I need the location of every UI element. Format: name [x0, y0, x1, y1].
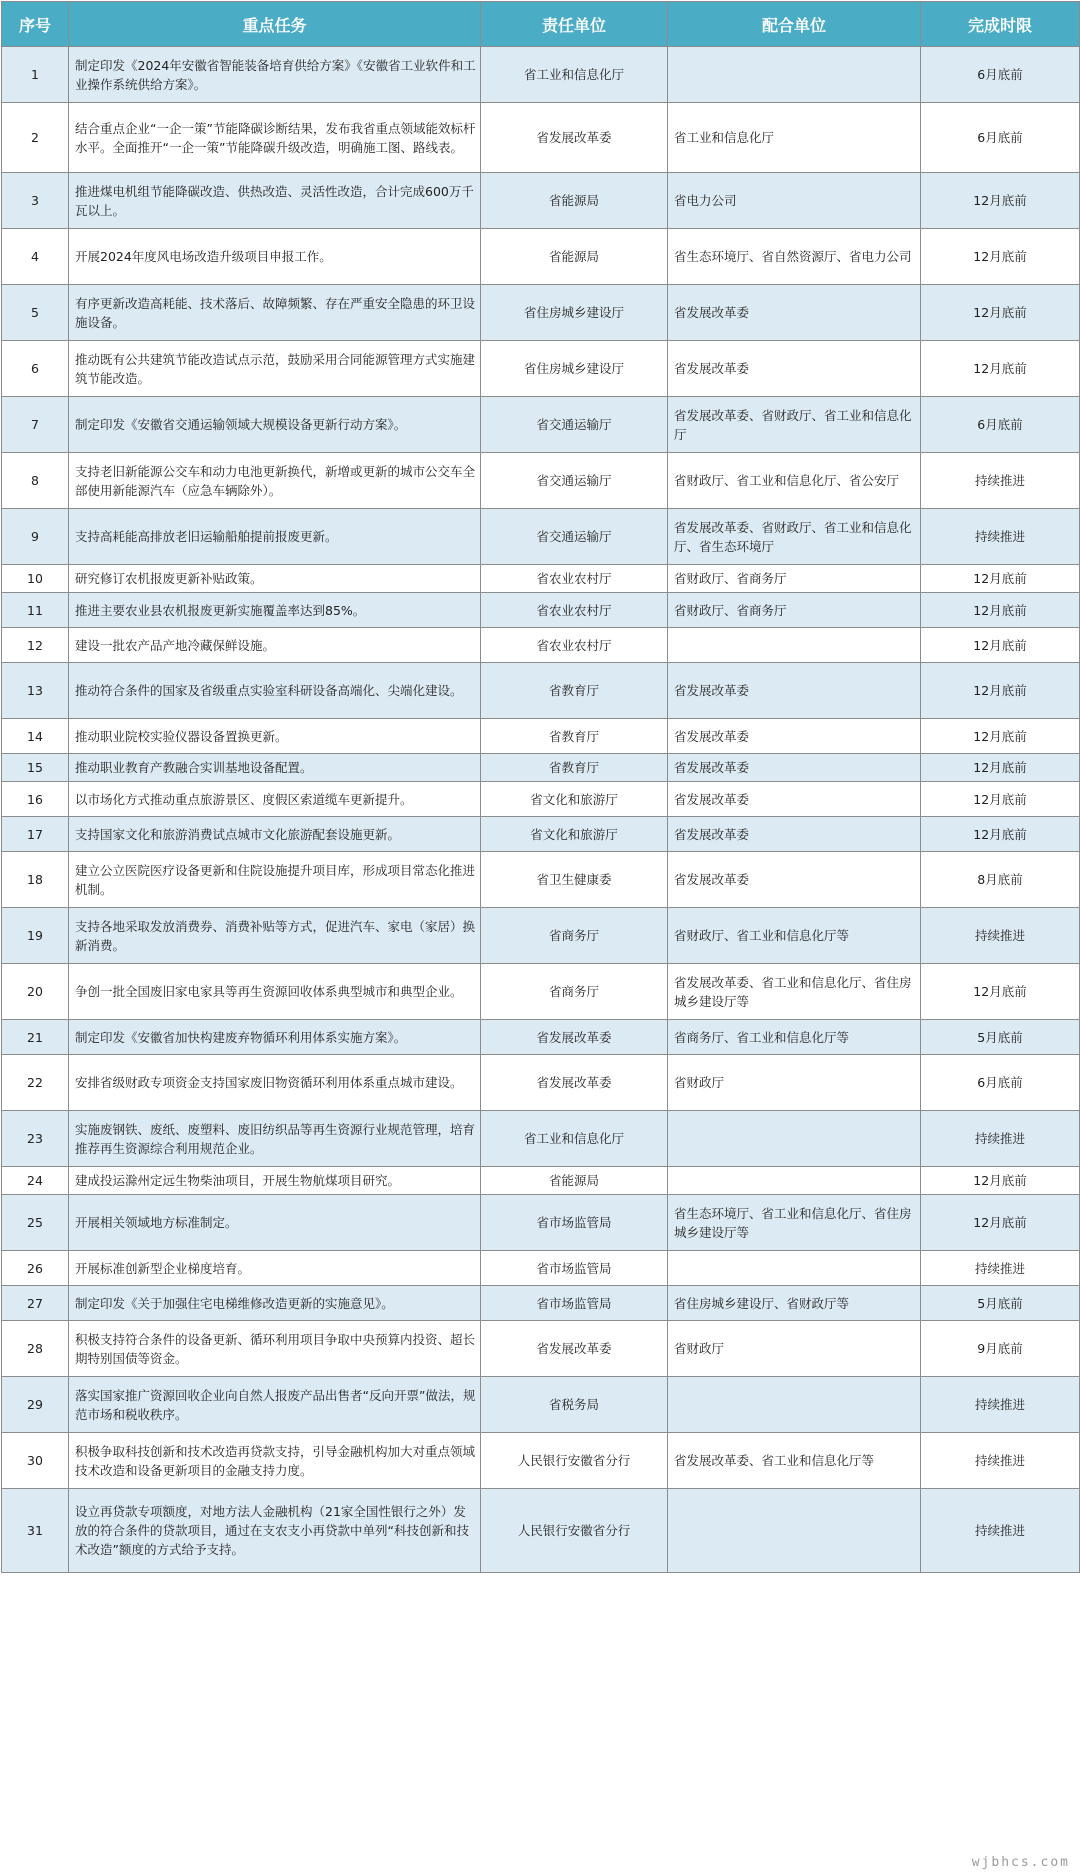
table-row — [2, 1433, 1080, 1489]
cooperating-unit-cell — [668, 1111, 921, 1167]
task-cell: 支持各地采取发放消费券、消费补贴等方式，促进汽车、家电（家居）换新消费。 — [69, 908, 481, 964]
task-cell: 支持高耗能高排放老旧运输船舶提前报废更新。 — [69, 509, 481, 565]
table-row — [2, 1111, 1080, 1167]
row-number: 30 — [2, 1433, 69, 1489]
header-row — [2, 2, 1080, 47]
row-number: 12 — [2, 628, 69, 663]
table-row — [2, 173, 1080, 229]
task-cell: 推动既有公共建筑节能改造试点示范，鼓励采用合同能源管理方式实施建筑节能改造。 — [69, 341, 481, 397]
cooperating-unit-cell: 省财政厅、省商务厅 — [668, 593, 921, 628]
responsible-unit-cell: 省农业农村厅 — [481, 593, 668, 628]
responsible-unit-cell: 省住房城乡建设厅 — [481, 285, 668, 341]
task-cell: 安排省级财政专项资金支持国家废旧物资循环利用体系重点城市建设。 — [69, 1055, 481, 1111]
task-table — [1, 1, 1080, 1573]
cooperating-unit-cell: 省电力公司 — [668, 173, 921, 229]
deadline-cell: 持续推进 — [921, 509, 1080, 565]
row-number: 25 — [2, 1195, 69, 1251]
cooperating-unit-cell: 省住房城乡建设厅、省财政厅等 — [668, 1286, 921, 1321]
responsible-unit-cell: 省教育厅 — [481, 663, 668, 719]
responsible-unit-cell: 省农业农村厅 — [481, 565, 668, 593]
table-row — [2, 1377, 1080, 1433]
table-row — [2, 341, 1080, 397]
deadline-cell: 6月底前 — [921, 103, 1080, 173]
deadline-cell: 12月底前 — [921, 754, 1080, 782]
deadline-cell: 12月底前 — [921, 565, 1080, 593]
responsible-unit-cell: 省市场监管局 — [481, 1251, 668, 1286]
header-cooperating: 配合单位 — [668, 2, 921, 47]
deadline-cell: 12月底前 — [921, 782, 1080, 817]
task-cell: 推动职业教育产教融合实训基地设备配置。 — [69, 754, 481, 782]
responsible-unit-cell: 人民银行安徽省分行 — [481, 1489, 668, 1573]
table-row — [2, 509, 1080, 565]
responsible-unit-cell: 省发展改革委 — [481, 103, 668, 173]
responsible-unit-cell: 省市场监管局 — [481, 1195, 668, 1251]
task-cell: 研究修订农机报废更新补贴政策。 — [69, 565, 481, 593]
row-number: 9 — [2, 509, 69, 565]
table-row — [2, 1321, 1080, 1377]
table-row — [2, 663, 1080, 719]
task-cell: 实施废钢铁、废纸、废塑料、废旧纺织品等再生资源行业规范管理，培育推荐再生资源综合利用规范企业。 — [69, 1111, 481, 1167]
table-row — [2, 1020, 1080, 1055]
responsible-unit-cell: 省工业和信息化厅 — [481, 1111, 668, 1167]
responsible-unit-cell: 省税务局 — [481, 1377, 668, 1433]
cooperating-unit-cell — [668, 47, 921, 103]
table-row — [2, 817, 1080, 852]
cooperating-unit-cell: 省工业和信息化厅 — [668, 103, 921, 173]
table-row — [2, 908, 1080, 964]
row-number: 15 — [2, 754, 69, 782]
header-deadline: 完成时限 — [921, 2, 1080, 47]
responsible-unit-cell: 省市场监管局 — [481, 1286, 668, 1321]
task-cell: 争创一批全国废旧家电家具等再生资源回收体系典型城市和典型企业。 — [69, 964, 481, 1020]
row-number: 4 — [2, 229, 69, 285]
cooperating-unit-cell: 省财政厅、省工业和信息化厅等 — [668, 908, 921, 964]
deadline-cell: 12月底前 — [921, 1195, 1080, 1251]
cooperating-unit-cell: 省发展改革委、省财政厅、省工业和信息化厅、省生态环境厅 — [668, 509, 921, 565]
task-cell: 推动职业院校实验仪器设备置换更新。 — [69, 719, 481, 754]
table-row — [2, 1167, 1080, 1195]
cooperating-unit-cell — [668, 1251, 921, 1286]
cooperating-unit-cell: 省财政厅、省工业和信息化厅、省公安厅 — [668, 453, 921, 509]
row-number: 14 — [2, 719, 69, 754]
task-cell: 结合重点企业“一企一策”节能降碳诊断结果，发布我省重点领域能效标杆水平。全面推开“一企一策”节能降碳升级改造，明确施工图、路线表。 — [69, 103, 481, 173]
deadline-cell: 持续推进 — [921, 1433, 1080, 1489]
row-number: 6 — [2, 341, 69, 397]
deadline-cell: 持续推进 — [921, 1377, 1080, 1433]
row-number: 23 — [2, 1111, 69, 1167]
responsible-unit-cell: 省商务厅 — [481, 908, 668, 964]
cooperating-unit-cell — [668, 1377, 921, 1433]
table-row — [2, 397, 1080, 453]
cooperating-unit-cell: 省发展改革委 — [668, 754, 921, 782]
cooperating-unit-cell: 省发展改革委、省工业和信息化厅、省住房城乡建设厅等 — [668, 964, 921, 1020]
deadline-cell: 12月底前 — [921, 173, 1080, 229]
cooperating-unit-cell: 省发展改革委、省财政厅、省工业和信息化厅 — [668, 397, 921, 453]
responsible-unit-cell: 省交通运输厅 — [481, 453, 668, 509]
responsible-unit-cell: 省教育厅 — [481, 719, 668, 754]
responsible-unit-cell: 省发展改革委 — [481, 1055, 668, 1111]
row-number: 8 — [2, 453, 69, 509]
table-row — [2, 285, 1080, 341]
task-cell: 积极争取科技创新和技术改造再贷款支持，引导金融机构加大对重点领域技术改造和设备更新项目的金融支持力度。 — [69, 1433, 481, 1489]
task-cell: 建立公立医院医疗设备更新和住院设施提升项目库，形成项目常态化推进机制。 — [69, 852, 481, 908]
responsible-unit-cell: 省农业农村厅 — [481, 628, 668, 663]
cooperating-unit-cell — [668, 628, 921, 663]
responsible-unit-cell: 省能源局 — [481, 173, 668, 229]
row-number: 21 — [2, 1020, 69, 1055]
deadline-cell: 12月底前 — [921, 817, 1080, 852]
task-cell: 有序更新改造高耗能、技术落后、故障频繁、存在严重安全隐患的环卫设施设备。 — [69, 285, 481, 341]
cooperating-unit-cell: 省发展改革委 — [668, 782, 921, 817]
table-row — [2, 1251, 1080, 1286]
header-responsible: 责任单位 — [481, 2, 668, 47]
table-row — [2, 719, 1080, 754]
deadline-cell: 5月底前 — [921, 1286, 1080, 1321]
cooperating-unit-cell: 省发展改革委 — [668, 663, 921, 719]
responsible-unit-cell: 省商务厅 — [481, 964, 668, 1020]
table-row — [2, 628, 1080, 663]
header-task: 重点任务 — [69, 2, 481, 47]
row-number: 27 — [2, 1286, 69, 1321]
deadline-cell: 持续推进 — [921, 908, 1080, 964]
responsible-unit-cell: 省发展改革委 — [481, 1321, 668, 1377]
task-cell: 制定印发《安徽省加快构建废弃物循环利用体系实施方案》。 — [69, 1020, 481, 1055]
deadline-cell: 持续推进 — [921, 1489, 1080, 1573]
deadline-cell: 6月底前 — [921, 47, 1080, 103]
task-cell: 积极支持符合条件的设备更新、循环利用项目争取中央预算内投资、超长期特别国债等资金。 — [69, 1321, 481, 1377]
deadline-cell: 8月底前 — [921, 852, 1080, 908]
row-number: 20 — [2, 964, 69, 1020]
table-row — [2, 229, 1080, 285]
table-row — [2, 453, 1080, 509]
deadline-cell: 12月底前 — [921, 1167, 1080, 1195]
task-cell: 支持老旧新能源公交车和动力电池更新换代，新增或更新的城市公交车全部使用新能源汽车（应急车辆除外）。 — [69, 453, 481, 509]
deadline-cell: 6月底前 — [921, 1055, 1080, 1111]
task-cell: 设立再贷款专项额度，对地方法人金融机构（21家全国性银行之外）发放的符合条件的贷款项目，通过在支农支小再贷款中单列“科技创新和技术改造”额度的方式给予支持。 — [69, 1489, 481, 1573]
row-number: 19 — [2, 908, 69, 964]
cooperating-unit-cell: 省生态环境厅、省自然资源厅、省电力公司 — [668, 229, 921, 285]
responsible-unit-cell: 人民银行安徽省分行 — [481, 1433, 668, 1489]
cooperating-unit-cell: 省发展改革委 — [668, 817, 921, 852]
table-body — [2, 47, 1080, 1573]
deadline-cell: 12月底前 — [921, 341, 1080, 397]
row-number: 16 — [2, 782, 69, 817]
table-row — [2, 852, 1080, 908]
cooperating-unit-cell: 省生态环境厅、省工业和信息化厅、省住房城乡建设厅等 — [668, 1195, 921, 1251]
table-row — [2, 1286, 1080, 1321]
responsible-unit-cell: 省文化和旅游厅 — [481, 782, 668, 817]
task-cell: 制定印发《关于加强住宅电梯维修改造更新的实施意见》。 — [69, 1286, 481, 1321]
task-cell: 落实国家推广资源回收企业向自然人报废产品出售者“反向开票”做法，规范市场和税收秩序。 — [69, 1377, 481, 1433]
row-number: 1 — [2, 47, 69, 103]
task-cell: 推进主要农业县农机报废更新实施覆盖率达到85%。 — [69, 593, 481, 628]
table-row — [2, 593, 1080, 628]
task-cell: 开展相关领域地方标准制定。 — [69, 1195, 481, 1251]
row-number: 5 — [2, 285, 69, 341]
table-row — [2, 1195, 1080, 1251]
task-cell: 推动符合条件的国家及省级重点实验室科研设备高端化、尖端化建设。 — [69, 663, 481, 719]
table-row — [2, 782, 1080, 817]
responsible-unit-cell: 省交通运输厅 — [481, 509, 668, 565]
row-number: 7 — [2, 397, 69, 453]
table-row — [2, 103, 1080, 173]
watermark: wjbhcs.com — [971, 1855, 1070, 1870]
responsible-unit-cell: 省教育厅 — [481, 754, 668, 782]
deadline-cell: 12月底前 — [921, 229, 1080, 285]
row-number: 2 — [2, 103, 69, 173]
task-cell: 开展2024年度风电场改造升级项目申报工作。 — [69, 229, 481, 285]
cooperating-unit-cell: 省商务厅、省工业和信息化厅等 — [668, 1020, 921, 1055]
cooperating-unit-cell: 省财政厅、省商务厅 — [668, 565, 921, 593]
deadline-cell: 持续推进 — [921, 453, 1080, 509]
row-number: 11 — [2, 593, 69, 628]
responsible-unit-cell: 省能源局 — [481, 229, 668, 285]
task-cell: 制定印发《安徽省交通运输领域大规模设备更新行动方案》。 — [69, 397, 481, 453]
cooperating-unit-cell: 省财政厅 — [668, 1321, 921, 1377]
cooperating-unit-cell: 省发展改革委 — [668, 852, 921, 908]
row-number: 3 — [2, 173, 69, 229]
row-number: 17 — [2, 817, 69, 852]
row-number: 22 — [2, 1055, 69, 1111]
deadline-cell: 5月底前 — [921, 1020, 1080, 1055]
responsible-unit-cell: 省住房城乡建设厅 — [481, 341, 668, 397]
table-row — [2, 1489, 1080, 1573]
row-number: 24 — [2, 1167, 69, 1195]
cooperating-unit-cell — [668, 1167, 921, 1195]
row-number: 28 — [2, 1321, 69, 1377]
responsible-unit-cell: 省卫生健康委 — [481, 852, 668, 908]
deadline-cell: 12月底前 — [921, 628, 1080, 663]
deadline-cell: 12月底前 — [921, 964, 1080, 1020]
row-number: 29 — [2, 1377, 69, 1433]
cooperating-unit-cell: 省发展改革委 — [668, 719, 921, 754]
table-row — [2, 964, 1080, 1020]
cooperating-unit-cell: 省财政厅 — [668, 1055, 921, 1111]
task-cell: 推进煤电机组节能降碳改造、供热改造、灵活性改造，合计完成600万千瓦以上。 — [69, 173, 481, 229]
header-no: 序号 — [2, 2, 69, 47]
task-cell: 建成投运滁州定远生物柴油项目，开展生物航煤项目研究。 — [69, 1167, 481, 1195]
row-number: 18 — [2, 852, 69, 908]
cooperating-unit-cell — [668, 1489, 921, 1573]
task-cell: 支持国家文化和旅游消费试点城市文化旅游配套设施更新。 — [69, 817, 481, 852]
row-number: 31 — [2, 1489, 69, 1573]
task-cell: 开展标准创新型企业梯度培育。 — [69, 1251, 481, 1286]
responsible-unit-cell: 省工业和信息化厅 — [481, 47, 668, 103]
responsible-unit-cell: 省发展改革委 — [481, 1020, 668, 1055]
task-cell: 制定印发《2024年安徽省智能装备培育供给方案》《安徽省工业软件和工业操作系统供给方案》。 — [69, 47, 481, 103]
table-row — [2, 47, 1080, 103]
deadline-cell: 6月底前 — [921, 397, 1080, 453]
table-row — [2, 1055, 1080, 1111]
responsible-unit-cell: 省文化和旅游厅 — [481, 817, 668, 852]
task-cell: 以市场化方式推动重点旅游景区、度假区索道缆车更新提升。 — [69, 782, 481, 817]
deadline-cell: 持续推进 — [921, 1251, 1080, 1286]
cooperating-unit-cell: 省发展改革委、省工业和信息化厅等 — [668, 1433, 921, 1489]
table-row — [2, 565, 1080, 593]
deadline-cell: 9月底前 — [921, 1321, 1080, 1377]
deadline-cell: 12月底前 — [921, 593, 1080, 628]
deadline-cell: 12月底前 — [921, 719, 1080, 754]
responsible-unit-cell: 省能源局 — [481, 1167, 668, 1195]
row-number: 10 — [2, 565, 69, 593]
deadline-cell: 12月底前 — [921, 285, 1080, 341]
task-cell: 建设一批农产品产地冷藏保鲜设施。 — [69, 628, 481, 663]
responsible-unit-cell: 省交通运输厅 — [481, 397, 668, 453]
table-row — [2, 754, 1080, 782]
row-number: 13 — [2, 663, 69, 719]
deadline-cell: 持续推进 — [921, 1111, 1080, 1167]
cooperating-unit-cell: 省发展改革委 — [668, 285, 921, 341]
row-number: 26 — [2, 1251, 69, 1286]
cooperating-unit-cell: 省发展改革委 — [668, 341, 921, 397]
deadline-cell: 12月底前 — [921, 663, 1080, 719]
